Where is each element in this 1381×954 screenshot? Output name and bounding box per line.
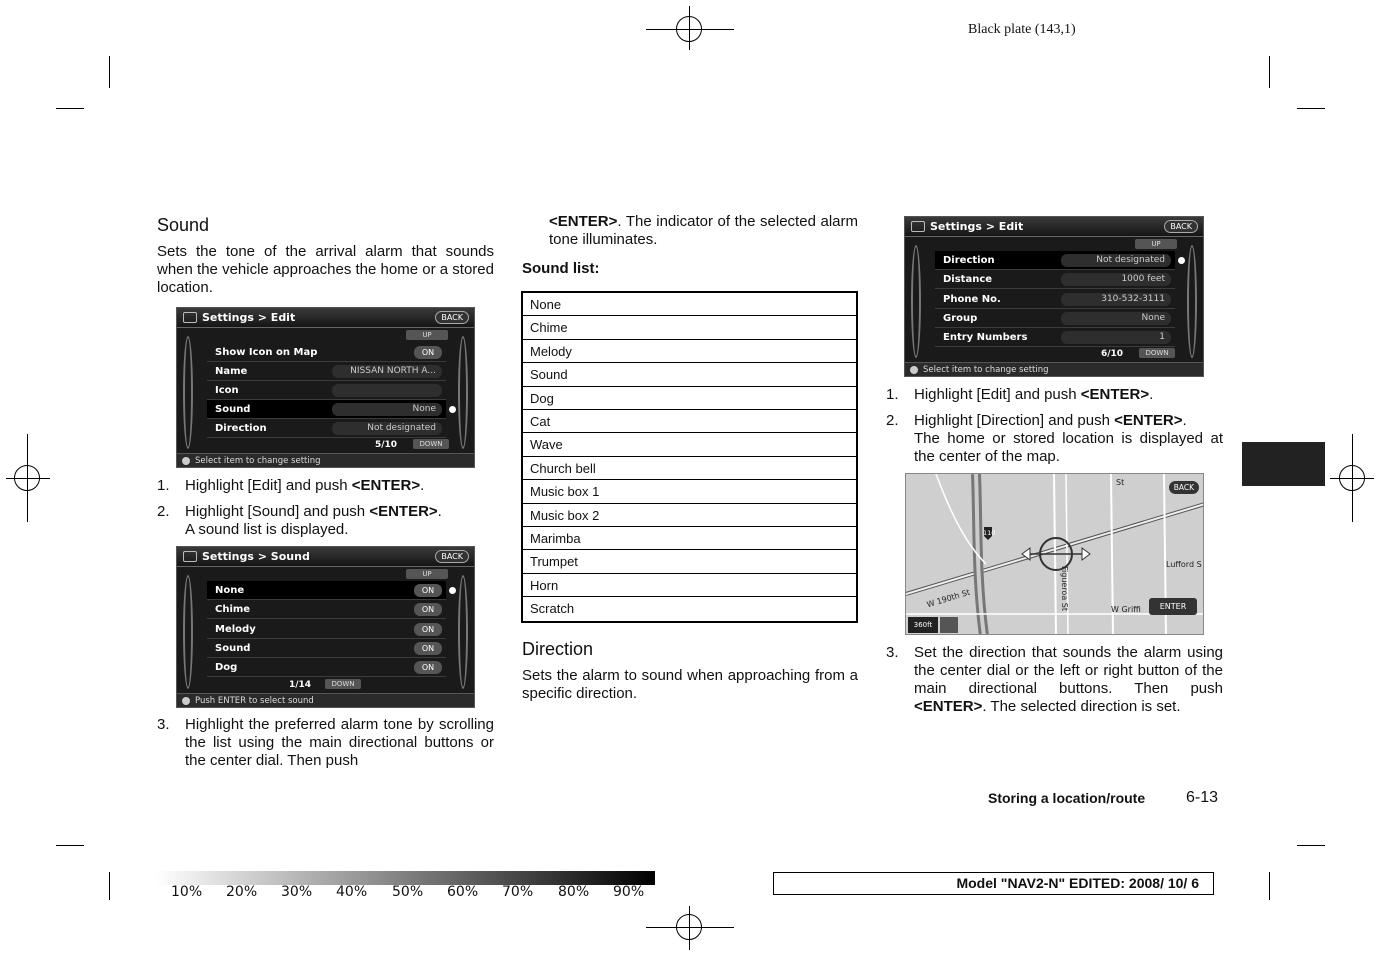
list-item: Dog <box>523 387 856 410</box>
percent-label: 80% <box>558 884 590 900</box>
crop-mark <box>56 845 84 846</box>
direction-intro: Sets the alarm to sound when approaching from a specific direction. <box>522 667 858 702</box>
list-item: Cat <box>523 410 856 433</box>
step-3: 3. Highlight the preferred alarm tone by scrolling the list using the main directional buttons or the center dial. Then push <box>157 716 494 769</box>
map-label: St <box>1116 478 1125 487</box>
percent-labels <box>156 884 655 902</box>
info-icon <box>182 697 190 705</box>
list-item: Trumpet <box>523 550 856 573</box>
screen-row[interactable]: Direction Not designated <box>207 419 446 438</box>
back-button[interactable]: BACK <box>435 550 469 563</box>
list-item: Melody <box>523 340 856 363</box>
model-edit-box: Model "NAV2-N" EDITED: 2008/ 10/ 6 <box>773 872 1214 895</box>
map-scale[interactable]: 360ft <box>908 617 938 633</box>
screen-row[interactable]: Show Icon on Map ON <box>207 343 446 362</box>
selected-indicator-icon <box>449 406 456 413</box>
column-3-steps <box>886 386 1223 474</box>
percent-label: 40% <box>336 884 368 900</box>
info-icon <box>182 457 190 465</box>
back-button[interactable]: BACK <box>1164 220 1198 233</box>
step-3: 3. Set the direction that sounds the alarm using the center dial or the left or right button of the main directional buttons. Then push <ENTER>. The selected direction is set. <box>886 644 1223 715</box>
back-button[interactable]: BACK <box>1169 481 1199 494</box>
step-2: 2. Highlight [Direction] and push <ENTER>. The home or stored location is displayed at the center of the map. <box>886 412 1223 465</box>
column-1 <box>157 214 494 297</box>
list-item: Scratch <box>530 601 575 617</box>
menu-icon <box>911 221 925 232</box>
column-1-step3 <box>157 716 494 778</box>
scroll-arc-left <box>183 575 193 689</box>
list-item: Wave <box>523 433 856 456</box>
selected-indicator-icon <box>1178 257 1185 264</box>
percent-label: 10% <box>171 884 203 900</box>
map-label: W Griffi <box>1111 605 1141 614</box>
crop-mark <box>109 872 110 900</box>
screen-row[interactable]: Name NISSAN NORTH A... <box>207 362 446 381</box>
screen-row[interactable]: Distance 1000 feet <box>935 270 1175 289</box>
sound-list-table <box>521 291 858 623</box>
step-1: 1. Highlight [Edit] and push <ENTER>. <box>157 477 425 494</box>
direction-section <box>522 638 858 703</box>
section-tab <box>1242 442 1325 486</box>
screen-row-selected[interactable]: Sound None <box>207 400 446 419</box>
scroll-arc-right <box>1187 245 1197 358</box>
list-item: Music box 1 <box>523 480 856 503</box>
scroll-arc-right <box>458 575 468 689</box>
screen-row[interactable]: Sound ON <box>207 639 446 658</box>
registration-mark <box>676 914 702 940</box>
percent-label: 90% <box>613 884 645 900</box>
footer-section-title: Storing a location/route <box>988 790 1146 806</box>
crop-mark <box>109 56 110 88</box>
status-bar: Push ENTER to select sound <box>177 693 474 707</box>
percent-label: 50% <box>392 884 424 900</box>
column-3-step3 <box>886 644 1223 724</box>
down-button[interactable]: DOWN <box>325 679 361 689</box>
section-heading-direction: Direction <box>522 639 594 659</box>
map-label: 110 <box>983 529 996 537</box>
down-button[interactable]: DOWN <box>1139 348 1175 358</box>
page-number: 6-13 <box>1186 789 1219 806</box>
up-button[interactable]: UP <box>406 330 448 340</box>
right-arrow-icon <box>1082 548 1090 560</box>
page-indicator: 1/14 <box>289 680 312 690</box>
scroll-arc-left <box>911 245 921 358</box>
list-item: Horn <box>523 574 856 597</box>
menu-icon <box>183 551 197 562</box>
percent-label: 20% <box>226 884 258 900</box>
page-indicator: 5/10 <box>375 440 398 450</box>
registration-mark <box>14 465 40 491</box>
list-item: Sound <box>523 363 856 386</box>
screen-row-selected[interactable]: Direction Not designated <box>935 251 1175 270</box>
map-label: Lufford S <box>1166 560 1202 569</box>
map-label: W 190th St <box>925 587 972 610</box>
status-bar: Select item to change setting <box>905 362 1203 376</box>
screen-row[interactable]: Chime ON <box>207 600 446 619</box>
scroll-arc-left <box>183 336 193 449</box>
crop-mark <box>1297 108 1325 109</box>
crop-mark <box>56 108 84 109</box>
list-item: None <box>523 293 856 316</box>
screen-settings-sound <box>176 546 475 708</box>
list-item: Church bell <box>523 457 856 480</box>
enter-button[interactable]: ENTER <box>1149 598 1197 615</box>
screen-row-selected[interactable]: None ON <box>207 581 446 600</box>
menu-icon <box>183 312 197 323</box>
gradient-bar <box>156 871 655 885</box>
screen-title: Settings > Edit BACK <box>905 217 1203 237</box>
screen-settings-edit-direction <box>904 216 1204 377</box>
screen-row[interactable]: Entry Numbers 1 <box>935 328 1175 347</box>
up-button[interactable]: UP <box>1135 239 1177 249</box>
list-item: Marimba <box>523 527 856 550</box>
registration-mark <box>676 16 702 42</box>
screen-settings-edit-sound <box>176 307 475 468</box>
sound-list-heading: Sound list: <box>522 260 600 277</box>
screen-title: Settings > Sound BACK <box>177 547 474 567</box>
step-3-continued: <ENTER>. The indicator of the selected alarm tone illuminates. <box>549 213 858 248</box>
sound-intro: Sets the tone of the arrival alarm that sounds when the vehicle approaches the home or a stored location. <box>157 243 494 296</box>
plate-label: Black plate (143,1) <box>968 22 1076 37</box>
map-orientation-icon[interactable] <box>940 617 958 633</box>
section-heading-sound: Sound <box>157 215 210 235</box>
scroll-arc-right <box>458 336 468 449</box>
screen-row[interactable]: Melody ON <box>207 620 446 639</box>
screen-row[interactable]: Phone No. 310-532-3111 <box>935 290 1175 309</box>
list-item: Chime <box>523 316 856 339</box>
step-1: 1. Highlight [Edit] and push <ENTER>. <box>886 386 1154 403</box>
down-button[interactable]: DOWN <box>413 439 449 449</box>
map-screen <box>905 473 1204 635</box>
screen-row[interactable]: Group None <box>935 309 1175 328</box>
column-2 <box>522 213 858 278</box>
selected-indicator-icon <box>449 587 456 594</box>
crop-mark <box>1269 56 1270 88</box>
page-indicator: 6/10 <box>1101 349 1124 359</box>
back-button[interactable]: BACK <box>435 311 469 324</box>
percent-label: 60% <box>447 884 479 900</box>
step-2: 2. Highlight [Sound] and push <ENTER>. A sound list is displayed. <box>157 503 442 538</box>
crop-mark <box>1269 872 1270 900</box>
registration-mark <box>1339 465 1365 491</box>
up-button[interactable]: UP <box>406 569 448 579</box>
screen-row[interactable]: Icon <box>207 381 446 400</box>
list-item: Music box 2 <box>523 504 856 527</box>
screen-row[interactable]: Dog ON <box>207 658 446 677</box>
crop-mark <box>1297 845 1325 846</box>
percent-label: 70% <box>502 884 534 900</box>
column-1-steps <box>157 477 494 547</box>
info-icon <box>910 366 918 374</box>
map-label: Figueroa St <box>1059 566 1069 611</box>
status-bar: Select item to change setting <box>177 453 474 467</box>
screen-title: Settings > Edit BACK <box>177 308 474 328</box>
percent-label: 30% <box>281 884 313 900</box>
